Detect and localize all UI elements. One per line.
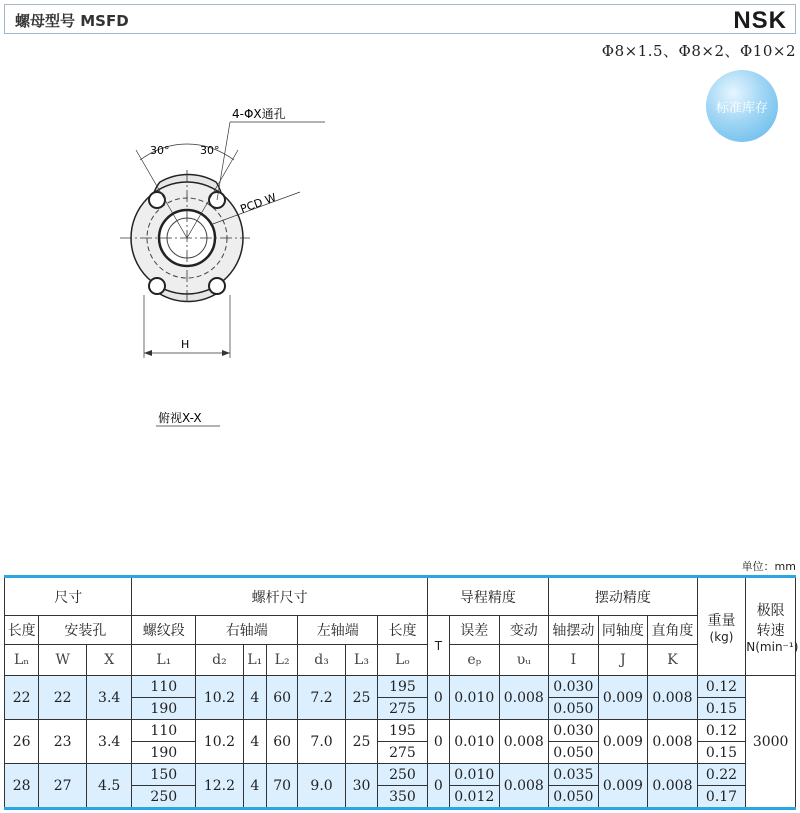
table-row <box>5 764 796 786</box>
table-cell: 195 <box>378 676 428 698</box>
sym-t: T <box>427 616 449 676</box>
sub-shaft-length: 长度 <box>378 616 428 645</box>
table-cell: 0.030 <box>549 720 599 742</box>
table-cell: 275 <box>378 742 428 764</box>
table-cell: 12.2 <box>196 764 244 809</box>
table-cell: 275 <box>378 698 428 720</box>
table-cell: 350 <box>378 786 428 809</box>
table-cell: Lₒ <box>378 645 428 676</box>
table-cell: 0.010 <box>449 764 499 786</box>
table-cell: K <box>648 645 698 676</box>
table-cell: 0.035 <box>549 764 599 786</box>
angle-right-label: 30° <box>200 144 220 157</box>
table-cell: 0.008 <box>648 764 698 809</box>
sub-variation: 变动 <box>499 616 549 645</box>
table-cell: 0.009 <box>598 764 648 809</box>
table-cell: 110 <box>132 720 196 742</box>
dimension-spec-label: Φ8×1.5、Φ8×2、Φ10×2 <box>601 42 796 60</box>
title-bar <box>4 4 796 34</box>
table-cell: 110 <box>132 676 196 698</box>
table-cell: 0.010 <box>449 720 499 764</box>
bolt-hole <box>149 278 165 294</box>
group-runout: 摆动精度 <box>549 577 698 616</box>
table-cell: 27 <box>39 764 87 809</box>
sub-mount: 安装孔 <box>39 616 132 645</box>
table-cell: 0.012 <box>449 786 499 809</box>
table-cell: 4 <box>243 676 266 720</box>
sub-coaxial: 同轴度 <box>598 616 648 645</box>
table-cell: 25 <box>345 720 377 764</box>
table-cell: 0.050 <box>549 742 599 764</box>
symbol-row <box>5 645 796 676</box>
table-cell: 10.2 <box>196 676 244 720</box>
table-row <box>5 676 796 698</box>
speed-value: 3000 <box>746 676 796 809</box>
table-cell: 9.0 <box>298 764 346 809</box>
table-cell: 190 <box>132 742 196 764</box>
hole-label: 4-ΦX通孔 <box>232 107 286 121</box>
table-cell: L₂ <box>266 645 297 676</box>
group-speed: 极限 转速 N(min⁻¹) <box>746 577 796 676</box>
h-dimension-label: H <box>181 338 190 351</box>
table-cell: 0 <box>427 764 449 809</box>
sub-left-end: 左轴端 <box>298 616 378 645</box>
table-cell: 4.5 <box>86 764 132 809</box>
table-cell: 7.0 <box>298 720 346 764</box>
table-cell: 0 <box>427 720 449 764</box>
table-cell: 0.22 <box>697 764 746 786</box>
table-cell: 70 <box>266 764 297 809</box>
table-cell: 0.008 <box>648 676 698 720</box>
table-cell: 0.009 <box>598 676 648 720</box>
table-cell: L₁ <box>243 645 266 676</box>
group-size: 尺寸 <box>5 577 132 616</box>
bolt-hole <box>209 278 225 294</box>
table-cell: 23 <box>39 720 87 764</box>
table-cell: 250 <box>378 764 428 786</box>
table-cell: 250 <box>132 786 196 809</box>
brand-logo: NSK <box>733 7 787 34</box>
spec-table <box>4 575 799 810</box>
group-weight: 重量 (kg) <box>697 577 746 676</box>
table-cell: 28 <box>5 764 39 809</box>
sub-thread: 螺纹段 <box>132 616 196 645</box>
table-cell: L₃ <box>345 645 377 676</box>
table-cell: 0.008 <box>648 720 698 764</box>
table-cell: J <box>598 645 648 676</box>
sub-header-row <box>5 616 796 645</box>
table-cell: 0.17 <box>697 786 746 809</box>
table-cell: 3.4 <box>86 720 132 764</box>
table-cell: eₚ <box>449 645 499 676</box>
unit-label: 单位：mm <box>741 560 796 573</box>
sub-axial: 轴摆动 <box>549 616 599 645</box>
table-cell: 0.12 <box>697 720 746 742</box>
nut-technical-drawing <box>100 100 340 440</box>
table-cell: 60 <box>266 676 297 720</box>
table-cell: 0.15 <box>697 742 746 764</box>
table-cell: 0.12 <box>697 676 746 698</box>
table-cell: 0 <box>427 676 449 720</box>
table-cell: 0.009 <box>598 720 648 764</box>
table-cell: 22 <box>5 676 39 720</box>
table-cell: L₁ <box>132 645 196 676</box>
group-header-row <box>5 577 796 616</box>
sub-perp: 直角度 <box>648 616 698 645</box>
table-cell: 0.010 <box>449 676 499 720</box>
table-cell: 3.4 <box>86 676 132 720</box>
table-cell: 60 <box>266 720 297 764</box>
view-caption: 俯视X-X <box>158 411 202 425</box>
table-cell: 190 <box>132 698 196 720</box>
table-cell: 25 <box>345 676 377 720</box>
table-cell: 0.050 <box>549 698 599 720</box>
table-cell: 22 <box>39 676 87 720</box>
stock-badge-label: 标准库存 <box>715 100 768 116</box>
table-cell: 0.008 <box>499 764 549 809</box>
table-cell: 10.2 <box>196 720 244 764</box>
table-cell: 7.2 <box>298 676 346 720</box>
angle-left-label: 30° <box>150 144 170 157</box>
table-cell: 26 <box>5 720 39 764</box>
bolt-hole <box>149 192 165 208</box>
pcd-label: PCD W <box>238 190 278 216</box>
sub-right-end: 右轴端 <box>196 616 298 645</box>
table-cell: 4 <box>243 764 266 809</box>
table-cell: d₃ <box>298 645 346 676</box>
table-cell: 0.030 <box>549 676 599 698</box>
table-cell: 4 <box>243 720 266 764</box>
table-cell: d₂ <box>196 645 244 676</box>
group-lead: 导程精度 <box>427 577 548 616</box>
table-cell: υᵤ <box>499 645 549 676</box>
table-cell: W <box>39 645 87 676</box>
sub-length: 长度 <box>5 616 39 645</box>
sub-error: 误差 <box>449 616 499 645</box>
group-shaft: 螺杆尺寸 <box>132 577 427 616</box>
page-title: 螺母型号 MSFD <box>15 12 129 30</box>
table-cell: 0.15 <box>697 698 746 720</box>
table-cell: 0.050 <box>549 786 599 809</box>
table-cell: 0.008 <box>499 720 549 764</box>
table-cell: 0.008 <box>499 676 549 720</box>
stock-badge <box>706 70 778 142</box>
table-cell: I <box>549 645 599 676</box>
table-cell: 150 <box>132 764 196 786</box>
table-cell: 30 <box>345 764 377 809</box>
table-cell: X <box>86 645 132 676</box>
table-cell: Lₙ <box>5 645 39 676</box>
table-row <box>5 720 796 742</box>
table-cell: 195 <box>378 720 428 742</box>
